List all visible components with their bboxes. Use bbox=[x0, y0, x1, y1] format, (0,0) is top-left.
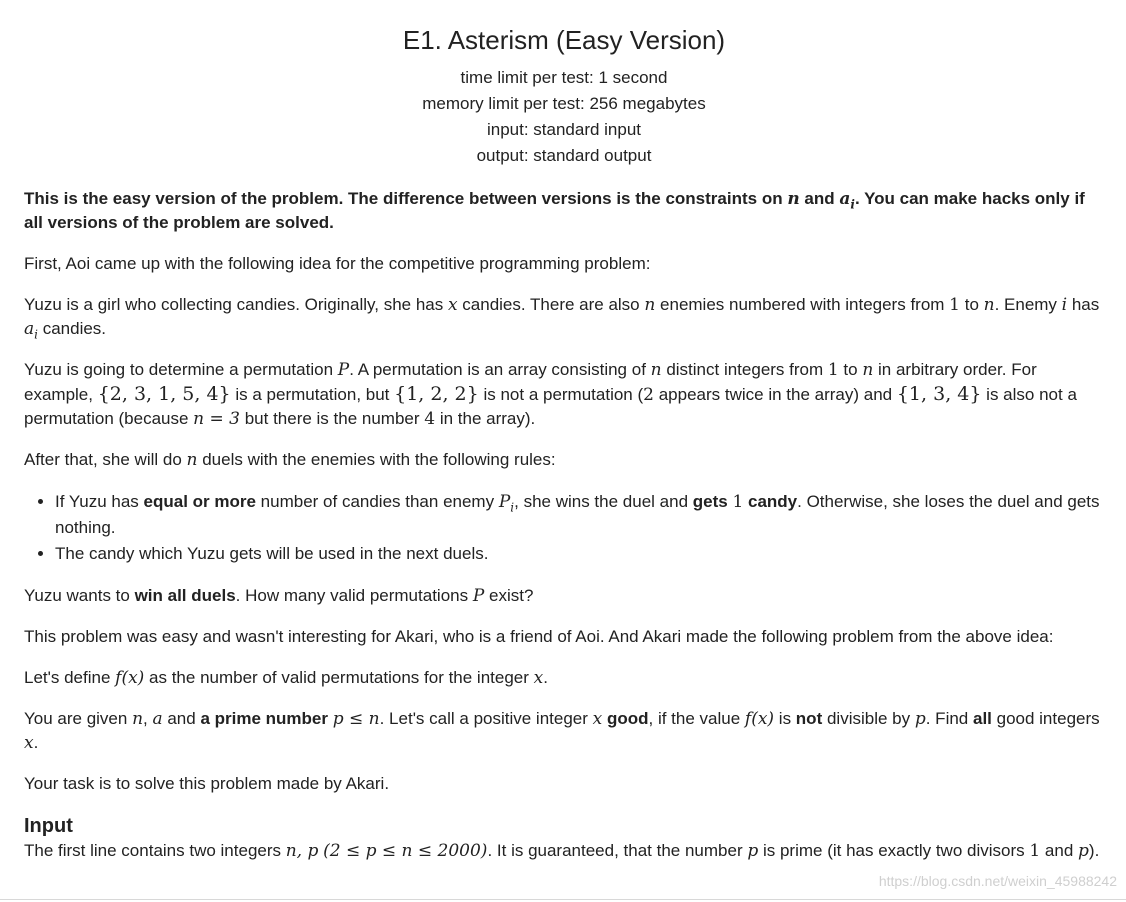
duel-rule-1: • If Yuzu has equal or more number of candies than enemy $P_i$, she wins the duel and gets 1 candy. Otherwise, she loses the duel and gets nothing. bbox=[55, 489, 1104, 541]
duel-rule-2: • The candy which Yuzu gets will be used in the next duels. bbox=[55, 541, 1104, 567]
input-section-title: Input bbox=[24, 815, 73, 837]
duels-paragraph: After that, she will do n duels with the enemies with the following rules: bbox=[24, 450, 556, 470]
memory-limit: memory limit per test: 256 megabytes bbox=[422, 94, 706, 113]
given-paragraph: You are given n, a and a prime number p ≤ n. Let's call a positive integer x good, if the value f(x) is not divisible by p. Find all good integers x. bbox=[24, 709, 1100, 753]
input-spec: input: standard input bbox=[486, 120, 642, 139]
intro-paragraph: First, Aoi came up with the following idea for the competitive programming problem: bbox=[24, 254, 651, 273]
problem-title: E1. Asterism (Easy Version) bbox=[402, 25, 726, 55]
blog-watermark: https://blog.csdn.net/weixin_45988242 bbox=[878, 873, 1117, 889]
problem-header bbox=[24, 25, 1104, 169]
input-section-text: The first line contains two integers n, p (2 ≤ p ≤ n ≤ 2000). It is guaranteed, that the number p is prime (it has exactly two divisors 1 and p). bbox=[24, 841, 1100, 861]
win-all-paragraph: Yuzu wants to win all duels. How many valid permutations P exist? bbox=[24, 586, 534, 606]
define-f-paragraph: Let's define f(x) as the number of valid permutations for the integer x. bbox=[24, 668, 548, 688]
task-paragraph: Your task is to solve this problem made by Akari. bbox=[24, 774, 390, 793]
bottom-divider bbox=[0, 899, 1126, 900]
akari-paragraph: This problem was easy and wasn't interesting for Akari, who is a friend of Aoi. And Akari made the following problem from the above idea: bbox=[24, 627, 1054, 646]
output-spec: output: standard output bbox=[476, 146, 652, 165]
time-limit: time limit per test: 1 second bbox=[460, 68, 668, 87]
duel-rules-list bbox=[24, 489, 1104, 567]
permutation-paragraph: Yuzu is going to determine a permutation P. A permutation is an array consisting of n distinct integers from 1 to n in arbitrary order. For example, {2, 3, 1, 5, 4} is a permutation, but {1, 2, 2} is not a permutation (2 appears twice in the array) and {1, 3, 4} is also not a permutation (because n = 3 but there is the number 4 in the array). bbox=[24, 360, 1077, 429]
problem-statement bbox=[24, 0, 1104, 863]
yuzu-paragraph: Yuzu is a girl who collecting candies. Originally, she has x candies. There are also n enemies numbered with integers from 1 to n. Enemy i has $a_i$ candies. bbox=[24, 295, 1100, 342]
easy-version-note: This is the easy version of the problem. The difference between versions is the constraints on n and $a_i$. You can make hacks only if all versions of the problem are solved. bbox=[24, 189, 1085, 232]
